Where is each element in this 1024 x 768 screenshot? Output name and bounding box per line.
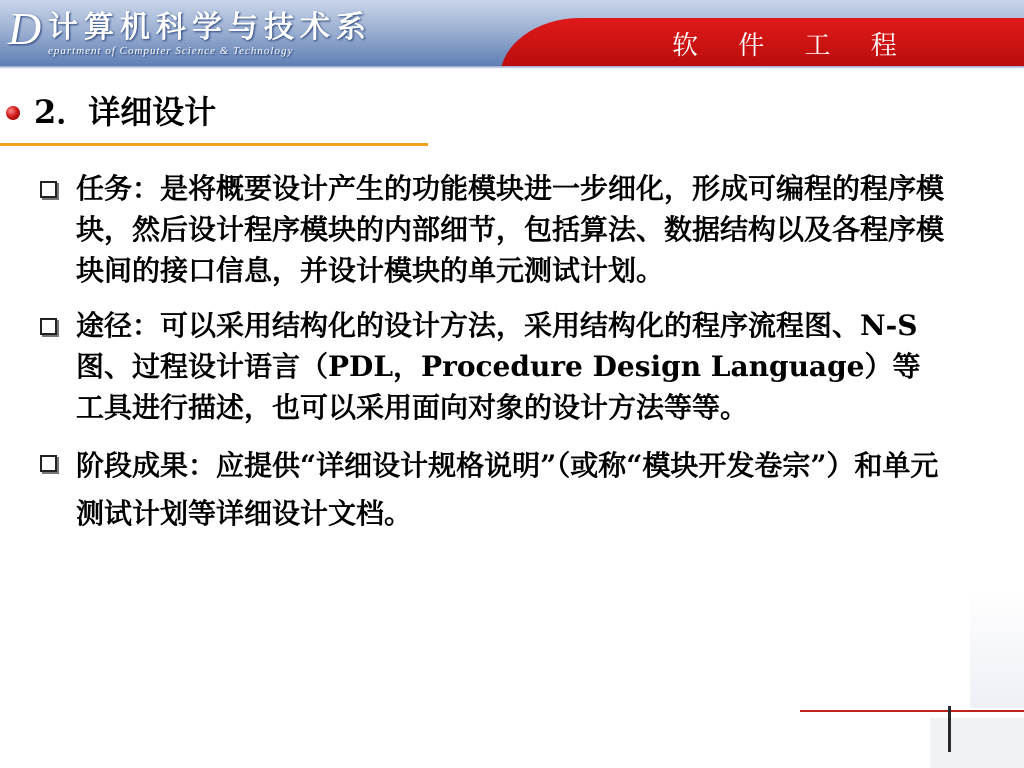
course-title: 软 件 工 程 — [672, 31, 913, 61]
checkbox-square-icon — [40, 318, 57, 335]
header-shadow — [0, 66, 1024, 69]
bullet-text: 阶段成果：应提供“详细设计规格说明”（或称“模块开发卷宗”）和单元测试计划等详细设计文档。 — [76, 449, 939, 530]
bullet-item-deliverables — [38, 442, 948, 538]
checkbox-square-icon — [40, 181, 57, 198]
slide-header — [0, 0, 1024, 66]
corner-decoration — [970, 588, 1024, 708]
department-name-english: epartment of Computer Science & Technology — [48, 45, 294, 57]
checkbox-square-icon — [40, 455, 57, 472]
department-logo: D — [8, 3, 42, 54]
bullet-item-approach — [38, 305, 948, 428]
red-sphere-bullet-icon — [6, 106, 20, 120]
corner-decoration-box — [930, 718, 1024, 768]
bullet-list — [38, 168, 948, 552]
department-name-chinese: 计算机科学与技术系 — [48, 10, 372, 45]
corner-dark-line — [948, 706, 951, 752]
bullet-text: 途径：可以采用结构化的设计方法，采用结构化的程序流程图、N-S图、过程设计语言（PDL，Procedure Design Language）等工具进行描述，也可以采用面向对象的设计方法等等。 — [76, 309, 921, 424]
bullet-item-task — [38, 168, 948, 291]
slide-title: 2．详细设计 — [34, 93, 217, 131]
corner-red-line — [800, 710, 1024, 712]
title-underline — [0, 143, 428, 146]
bullet-text: 任务：是将概要设计产生的功能模块进一步细化，形成可编程的程序模块，然后设计程序模块的内部细节，包括算法、数据结构以及各程序模块间的接口信息，并设计模块的单元测试计划。 — [76, 172, 945, 287]
